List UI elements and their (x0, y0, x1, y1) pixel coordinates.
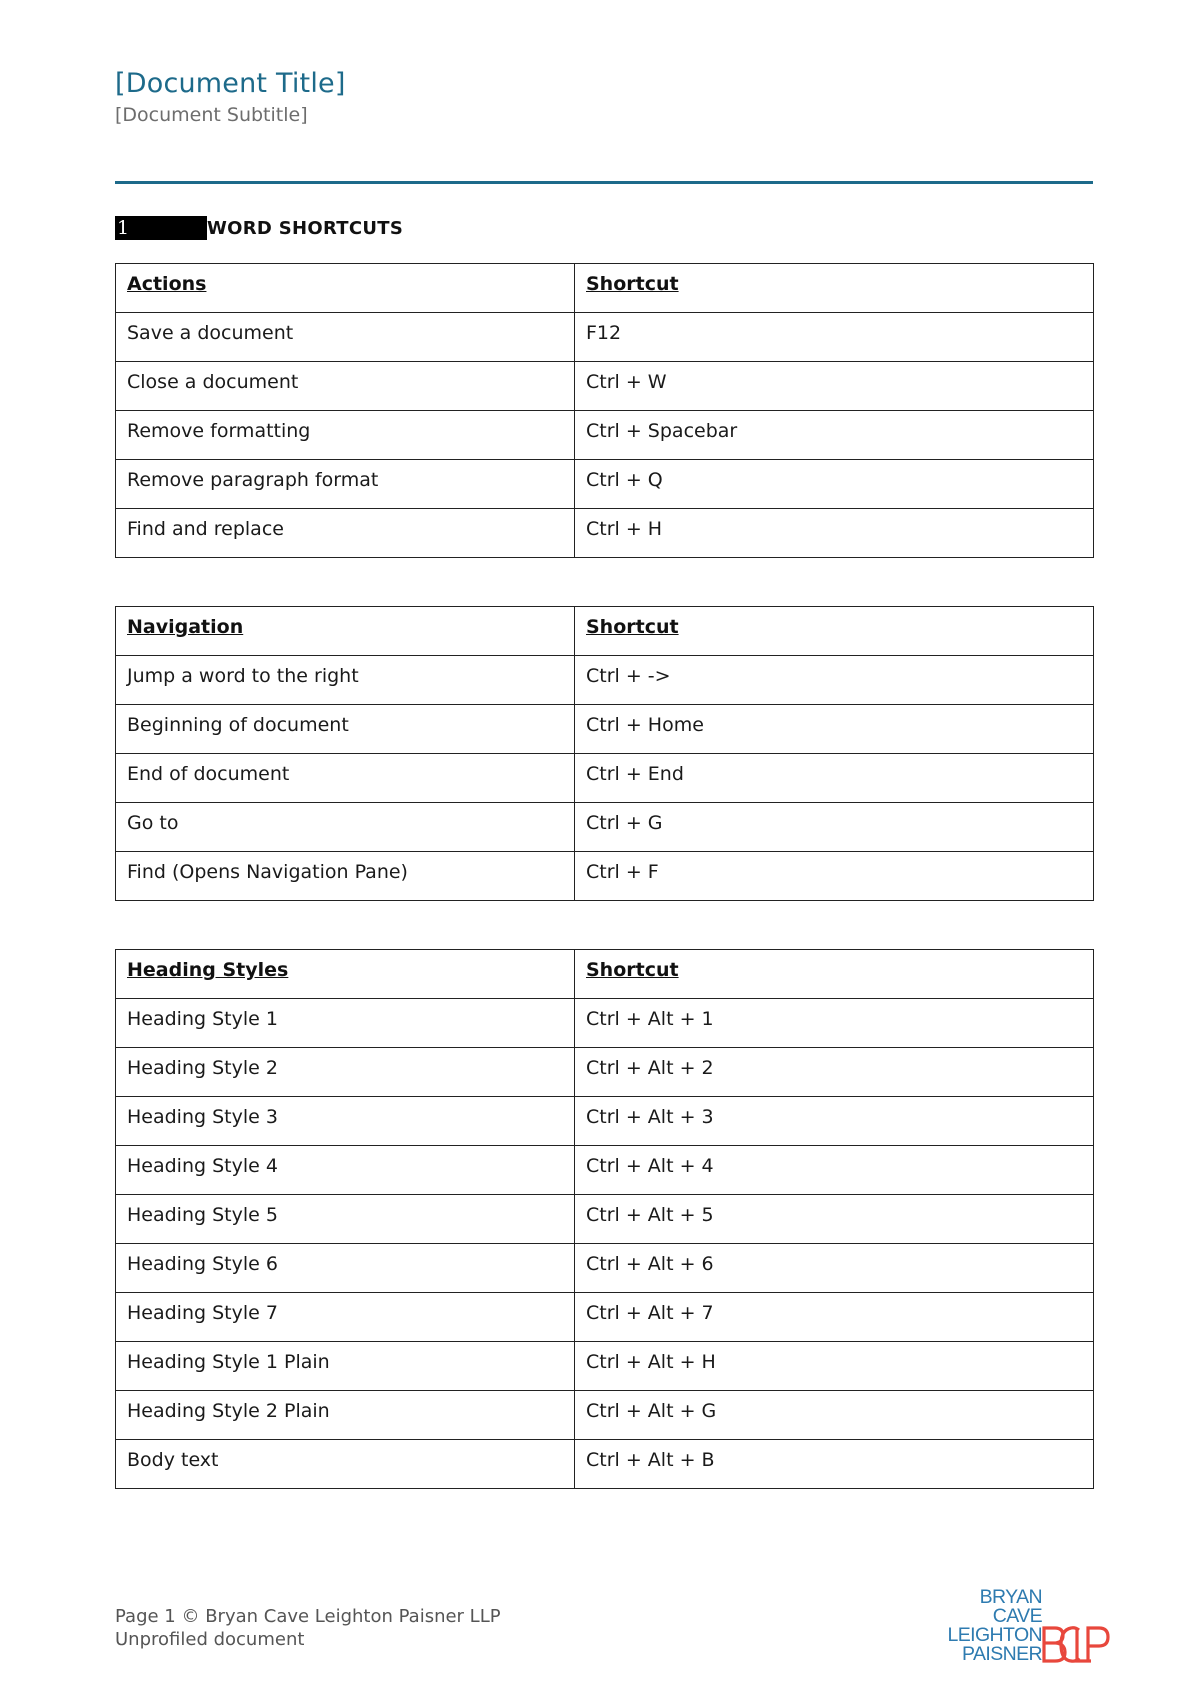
footer-document-status: Unprofiled document (115, 1629, 305, 1650)
action-cell: Heading Style 1 (116, 999, 575, 1048)
logo-line-paisner: PAISNER (962, 1643, 1042, 1665)
footer-page-copyright: Page 1 © Bryan Cave Leighton Paisner LLP (115, 1606, 501, 1627)
action-cell: Save a document (116, 313, 575, 362)
table-row (116, 460, 1094, 509)
action-cell: Heading Style 2 Plain (116, 1391, 575, 1440)
action-cell: Go to (116, 803, 575, 852)
table-row (116, 1244, 1094, 1293)
table-header-row (116, 607, 1094, 656)
action-cell: End of document (116, 754, 575, 803)
shortcut-cell: Ctrl + Alt + 5 (575, 1195, 1094, 1244)
table-row (116, 1293, 1094, 1342)
shortcut-cell: Ctrl + Home (575, 705, 1094, 754)
header-cell-heading-styles: Heading Styles (116, 950, 575, 999)
header-cell-navigation: Navigation (116, 607, 575, 656)
section-number: 1 (115, 216, 207, 240)
shortcut-cell: Ctrl + W (575, 362, 1094, 411)
navigation-shortcuts-table (115, 606, 1094, 901)
table-row (116, 803, 1094, 852)
table-row (116, 1440, 1094, 1489)
action-cell: Close a document (116, 362, 575, 411)
shortcut-cell: Ctrl + G (575, 803, 1094, 852)
shortcut-cell: Ctrl + Alt + 7 (575, 1293, 1094, 1342)
bclp-monogram-icon (1041, 1625, 1111, 1665)
table-row (116, 509, 1094, 558)
table-row (116, 1048, 1094, 1097)
shortcut-cell: Ctrl + Alt + H (575, 1342, 1094, 1391)
logo-line-cave: CAVE (992, 1605, 1042, 1627)
action-cell: Heading Style 3 (116, 1097, 575, 1146)
action-cell: Remove paragraph format (116, 460, 575, 509)
shortcut-cell: Ctrl + F (575, 852, 1094, 901)
action-cell: Heading Style 2 (116, 1048, 575, 1097)
logo-line-leighton: LEIGHTON (947, 1624, 1042, 1646)
table-row (116, 705, 1094, 754)
title-divider (115, 181, 1093, 184)
heading-styles-shortcuts-table (115, 949, 1094, 1489)
header-cell-actions: Actions (116, 264, 575, 313)
table-header-row (116, 950, 1094, 999)
action-cell: Remove formatting (116, 411, 575, 460)
shortcut-cell: Ctrl + Alt + B (575, 1440, 1094, 1489)
page-footer (115, 1605, 501, 1651)
table-row (116, 1391, 1094, 1440)
header-cell-shortcut: Shortcut (575, 950, 1094, 999)
shortcut-cell: Ctrl + Alt + 3 (575, 1097, 1094, 1146)
shortcut-cell: Ctrl + Alt + G (575, 1391, 1094, 1440)
section-heading (115, 216, 403, 240)
logo-line-bryan: BRYAN (979, 1586, 1042, 1608)
shortcut-cell: Ctrl + Q (575, 460, 1094, 509)
table-row (116, 1146, 1094, 1195)
shortcut-cell: Ctrl + Alt + 6 (575, 1244, 1094, 1293)
header-cell-shortcut: Shortcut (575, 607, 1094, 656)
section-title: WORD SHORTCUTS (207, 217, 404, 239)
action-cell: Body text (116, 1440, 575, 1489)
table-row (116, 754, 1094, 803)
action-cell: Jump a word to the right (116, 656, 575, 705)
table-row (116, 411, 1094, 460)
shortcut-cell: Ctrl + Spacebar (575, 411, 1094, 460)
table-row (116, 362, 1094, 411)
action-cell: Heading Style 5 (116, 1195, 575, 1244)
shortcut-cell: Ctrl + Alt + 2 (575, 1048, 1094, 1097)
table-row (116, 1342, 1094, 1391)
shortcut-cell: Ctrl + Alt + 4 (575, 1146, 1094, 1195)
action-cell: Beginning of document (116, 705, 575, 754)
header-cell-shortcut: Shortcut (575, 264, 1094, 313)
shortcut-cell: Ctrl + -> (575, 656, 1094, 705)
action-cell: Heading Style 1 Plain (116, 1342, 575, 1391)
document-subtitle: [Document Subtitle] (115, 104, 308, 126)
table-row (116, 852, 1094, 901)
table-row (116, 313, 1094, 362)
action-cell: Heading Style 6 (116, 1244, 575, 1293)
table-row (116, 999, 1094, 1048)
shortcut-cell: F12 (575, 313, 1094, 362)
document-title: [Document Title] (115, 68, 346, 99)
actions-shortcuts-table (115, 263, 1094, 558)
shortcut-cell: Ctrl + End (575, 754, 1094, 803)
company-logo (935, 1588, 1115, 1666)
table-row (116, 1195, 1094, 1244)
action-cell: Heading Style 4 (116, 1146, 575, 1195)
table-row (116, 656, 1094, 705)
action-cell: Find (Opens Navigation Pane) (116, 852, 575, 901)
table-header-row (116, 264, 1094, 313)
shortcut-cell: Ctrl + H (575, 509, 1094, 558)
action-cell: Find and replace (116, 509, 575, 558)
shortcut-cell: Ctrl + Alt + 1 (575, 999, 1094, 1048)
action-cell: Heading Style 7 (116, 1293, 575, 1342)
table-row (116, 1097, 1094, 1146)
